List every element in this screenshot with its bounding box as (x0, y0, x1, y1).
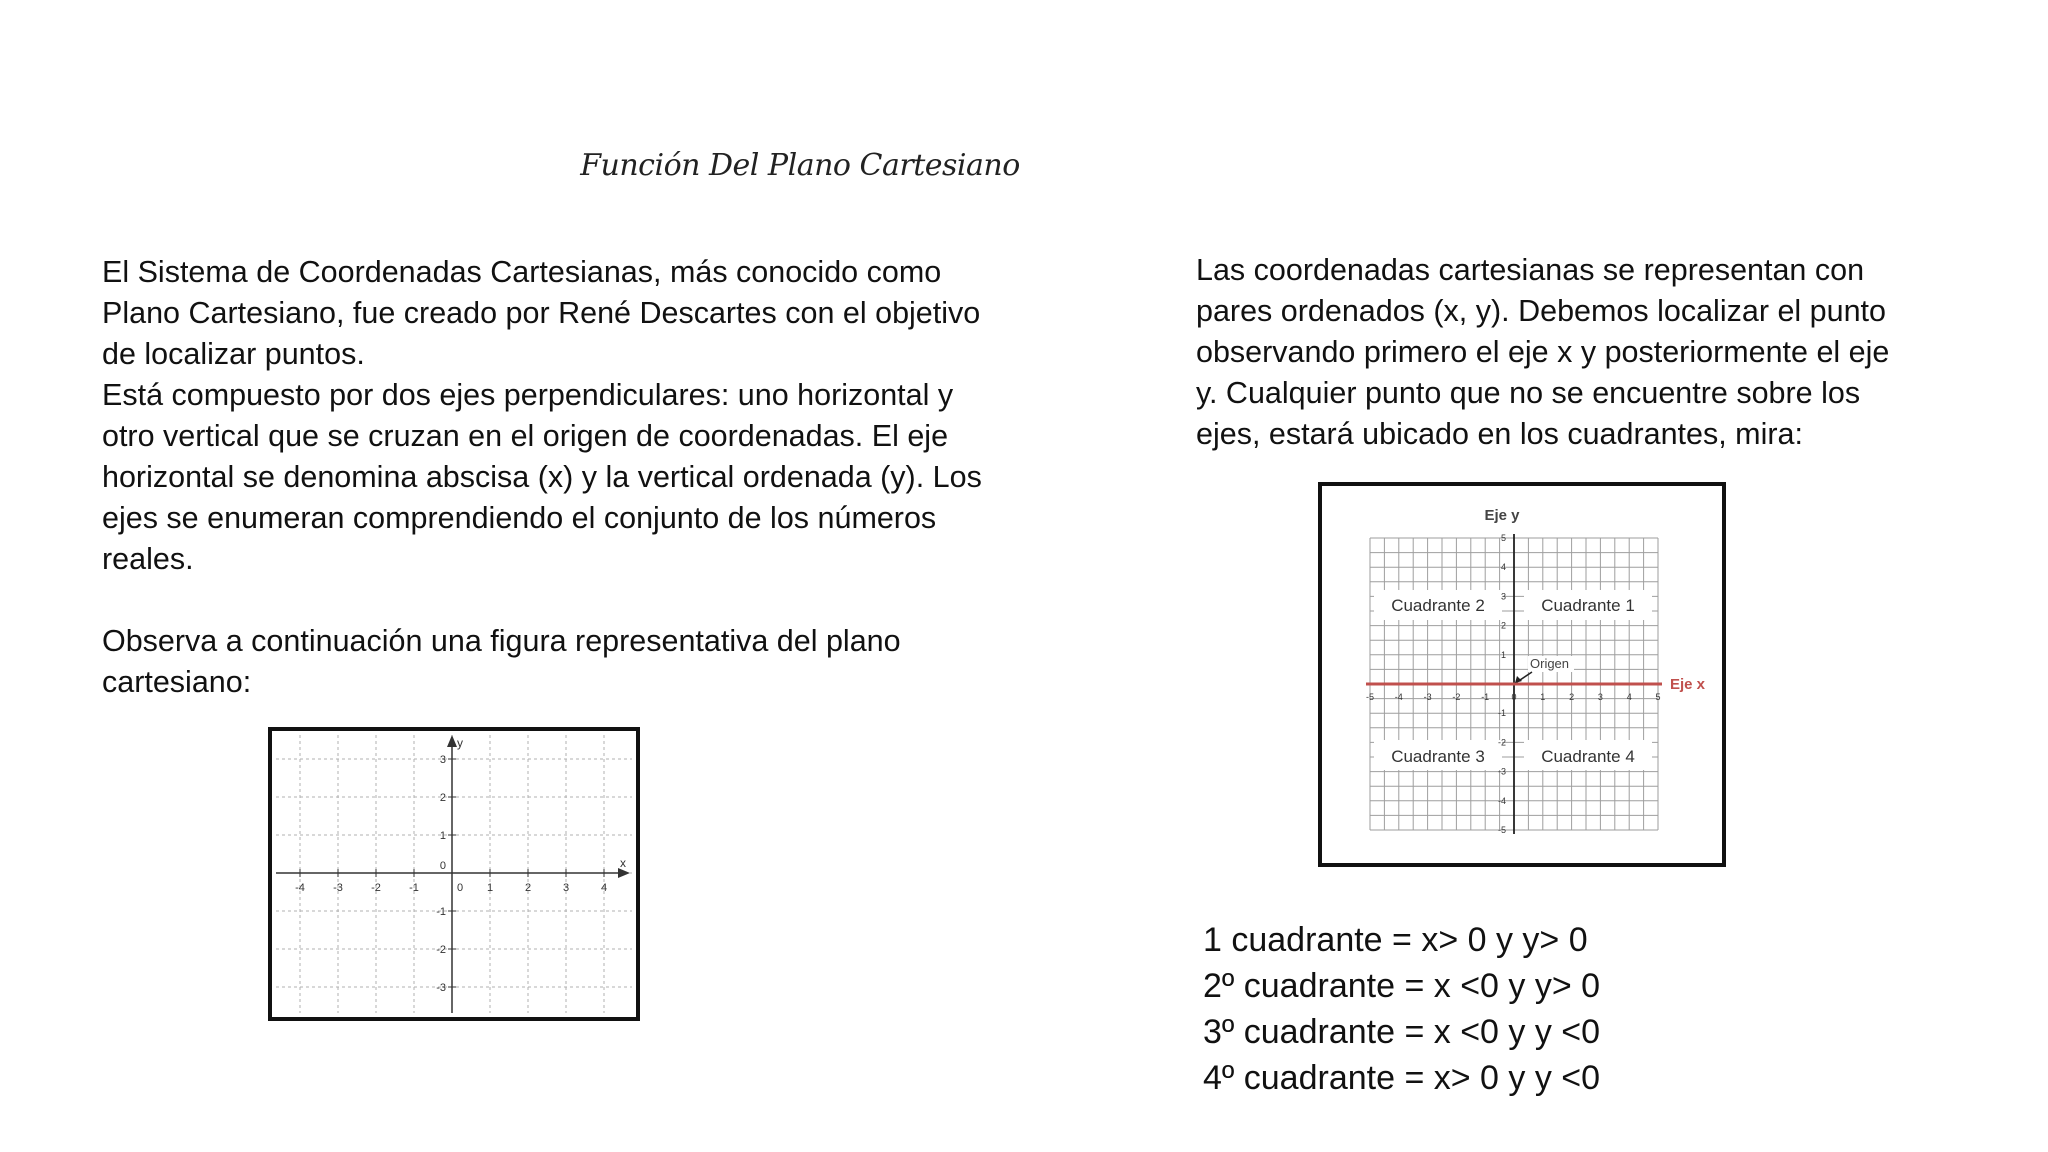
origin-label: Origen (1530, 656, 1570, 671)
cartesian-plane-graphic (272, 731, 636, 1017)
y-axis-label: y (457, 736, 463, 750)
y-tick-label: 3 (439, 754, 446, 766)
x-tick-label: -3 (333, 882, 343, 894)
y-tick-label: -1 (1497, 708, 1506, 719)
x-tick-label: -4 (1394, 692, 1403, 702)
x-tick-label: 5 (1655, 692, 1661, 702)
x-tick-label: -1 (409, 882, 419, 894)
y-tick-label: -5 (1497, 825, 1506, 835)
x-tick-label: 4 (600, 882, 608, 894)
x-tick-label: -3 (1423, 692, 1432, 702)
quadrant-rules-list (1203, 917, 1600, 1101)
y-tick-label: 0 (439, 860, 446, 872)
paragraph-gap (102, 580, 1007, 621)
y-tick-label: 3 (1500, 591, 1506, 602)
y-tick-label: 1 (439, 830, 446, 842)
y-tick-label: 2 (1500, 620, 1506, 631)
y-tick-label: -1 (436, 906, 446, 918)
quadrant-2-label: Cuadrante 2 (1391, 596, 1485, 615)
x-tick-label: -4 (295, 882, 305, 894)
y-tick-label: -4 (1497, 795, 1506, 806)
x-tick-label: 2 (1569, 692, 1575, 702)
quadrant-plane-graphic (1322, 486, 1722, 863)
x-tick-label: 0 (456, 882, 464, 894)
x-tick-label: 3 (1597, 692, 1603, 702)
intro-paragraph: El Sistema de Coordenadas Cartesianas, más conocido como Plano Cartesiano, fue creado por René Descartes con el objetivo de localizar puntos. Está compuesto por dos ejes perpendiculares: uno horizontal y otro vertical que se cruzan en el origen de coordenadas. El eje horizontal se denomina abscisa (x) y la vertical ordenada (y). Los ejes se enumeran comprendiendo el conjunto de los números reales. (102, 255, 982, 576)
y-axis-title: Eje y (1484, 507, 1520, 524)
x-axis-title: Eje x (1670, 676, 1706, 693)
y-tick-label: -3 (436, 982, 446, 994)
y-tick-label: 2 (439, 792, 446, 804)
slide-title: Función Del Plano Cartesiano (580, 148, 1020, 183)
rule-quadrant-3: 3º cuadrante = x <0 y y <0 (1203, 1013, 1601, 1051)
y-tick-label: -3 (1497, 766, 1506, 777)
y-tick-label: -2 (436, 944, 446, 956)
y-tick-label: 4 (1500, 562, 1506, 573)
x-tick-label: -1 (1481, 692, 1490, 702)
coordinates-paragraph: Las coordenadas cartesianas se representan con pares ordenados (x, y). Debemos localizar el punto observando primero el eje x y posteriormente el eje y. Cualquier punto que no se encuentre sobre los ejes, estará ubicado en los cuadrantes, mira: (1196, 253, 1890, 451)
y-axis-arrow (447, 735, 457, 747)
right-text-column (1196, 250, 1956, 455)
x-tick-label: -5 (1365, 692, 1375, 702)
x-tick-label: -2 (1452, 692, 1461, 702)
y-tick-label: 1 (1500, 649, 1506, 660)
rule-quadrant-2: 2º cuadrante = x <0 y y> 0 (1203, 967, 1601, 1005)
figure-intro-paragraph: Observa a continuación una figura representativa del plano cartesiano: (102, 624, 901, 699)
x-tick-label: 1 (1540, 692, 1546, 702)
x-tick-label: 2 (524, 882, 532, 894)
rule-quadrant-1: 1 cuadrante = x> 0 y y> 0 (1203, 921, 1588, 959)
y-tick-label: 5 (1500, 533, 1506, 543)
quadrant-plane-figure (1318, 482, 1726, 867)
rule-quadrant-4: 4º cuadrante = x> 0 y y <0 (1203, 1059, 1601, 1097)
left-text-column (102, 252, 1007, 703)
x-tick-label: 1 (486, 882, 494, 894)
x-tick-label: 4 (1626, 692, 1632, 702)
x-tick-label: -2 (371, 882, 381, 894)
cartesian-plane-figure (268, 727, 640, 1021)
quadrant-1-label: Cuadrante 1 (1541, 596, 1635, 615)
y-tick-label: -2 (1497, 737, 1506, 748)
x-tick-label: 0 (1511, 692, 1517, 702)
x-axis-label: x (620, 856, 626, 870)
quadrant-3-label: Cuadrante 3 (1391, 747, 1485, 766)
x-tick-label: 3 (562, 882, 570, 894)
quadrant-4-label: Cuadrante 4 (1541, 747, 1635, 766)
